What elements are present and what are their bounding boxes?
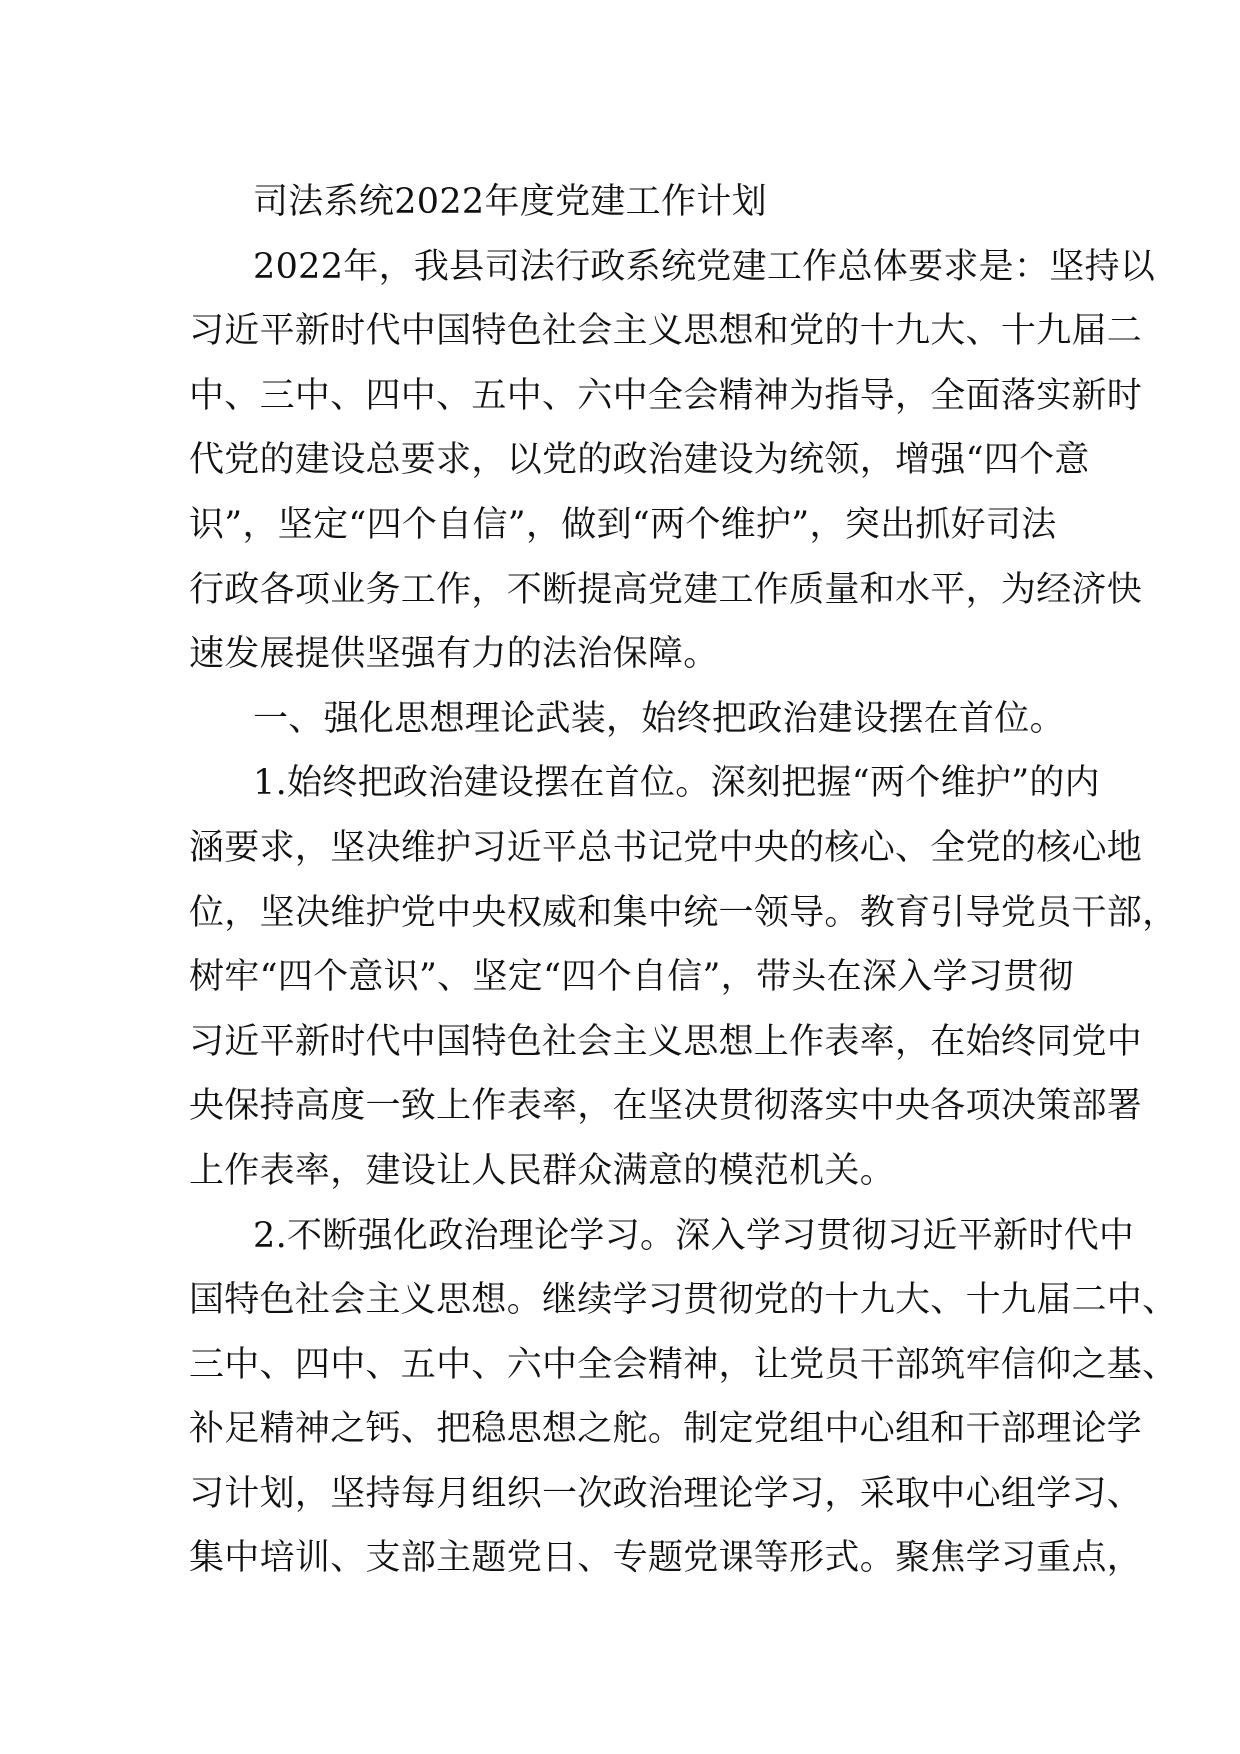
text-line: 识”，坚定“四个自信”，做到“两个维护”，突出抓好司法	[189, 504, 1057, 545]
text-line: 集中培训、支部主题党日、专题党课等形式。聚焦学习重点，	[189, 1538, 1143, 1579]
text-line: 三中、四中、五中、六中全会精神，让党员干部筑牢信仰之基、	[189, 1344, 1178, 1385]
text-line: 补足精神之钙、把稳思想之舵。制定党组中心组和干部理论学	[189, 1409, 1143, 1450]
text-line: 2.不断强化政治理论学习。深入学习贯彻习近平新时代中	[253, 1215, 1135, 1256]
text-line: 习近平新时代中国特色社会主义思想和党的十九大、十九届二	[189, 311, 1143, 352]
text-line: 习计划，坚持每月组织一次政治理论学习，采取中心组学习、	[189, 1473, 1143, 1514]
text-line: 涵要求，坚决维护习近平总书记党中央的核心、全党的核心地	[189, 827, 1143, 868]
text-line: 国特色社会主义思想。继续学习贯彻党的十九大、十九届二中、	[189, 1280, 1178, 1321]
text-line: 2022年，我县司法行政系统党建工作总体要求是：坚持以	[253, 246, 1156, 287]
text-line: 央保持高度一致上作表率，在坚决贯彻落实中央各项决策部署	[189, 1086, 1143, 1127]
text-line: 位，坚决维护党中央权威和集中统一领导。教育引导党员干部，	[189, 892, 1178, 933]
document-body	[189, 170, 1178, 1591]
text-line: 中、三中、四中、五中、六中全会精神为指导，全面落实新时	[189, 375, 1143, 416]
text-line: 行政各项业务工作，不断提高党建工作质量和水平，为经济快	[189, 569, 1143, 610]
text-line: 速发展提供坚强有力的法治保障。	[189, 634, 719, 675]
text-line: 上作表率，建设让人民群众满意的模范机关。	[189, 1150, 896, 1191]
section-heading: 一、强化思想理论武装，始终把政治建设摆在首位。	[253, 698, 1065, 739]
document-title: 司法系统2022年度党建工作计划	[253, 182, 767, 222]
text-line: 代党的建设总要求，以党的政治建设为统领，增强“四个意	[189, 440, 1090, 481]
text-line: 习近平新时代中国特色社会主义思想上作表率，在始终同党中	[189, 1021, 1143, 1062]
text-line: 1.始终把政治建设摆在首位。深刻把握“两个维护”的内	[253, 763, 1100, 804]
text-line: 树牢“四个意识”、坚定“四个自信”，带头在深入学习贯彻	[189, 957, 1074, 998]
